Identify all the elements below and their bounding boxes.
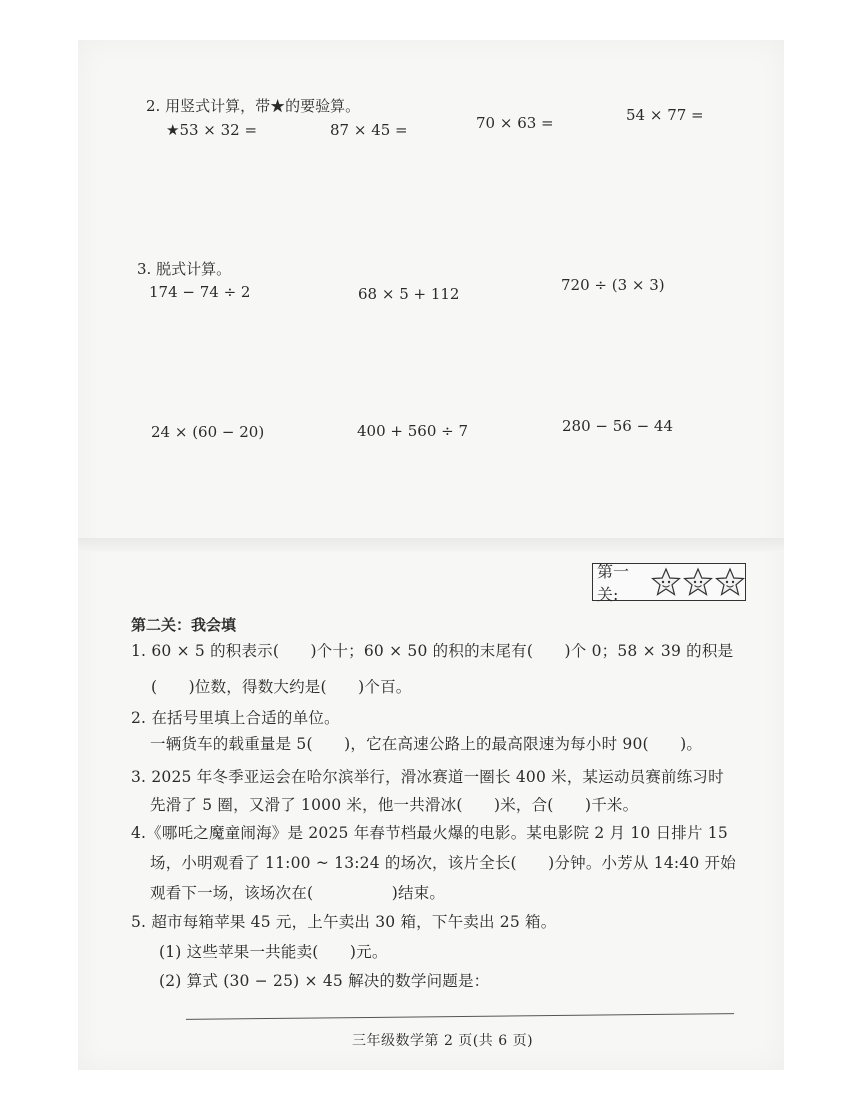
problem-1: ★53 × 32 = (166, 121, 258, 139)
star-icon[interactable] (651, 567, 681, 597)
star-icon[interactable] (715, 567, 745, 597)
problem-4: 54 × 77 = (626, 106, 704, 124)
q2-line1: 2. 在括号里填上合适的单位。 (131, 709, 340, 727)
problem-3: 70 × 63 = (476, 114, 554, 132)
calc-5: 400 + 560 ÷ 7 (357, 422, 469, 440)
part2-title: 第二关：我会填 (131, 616, 237, 634)
stage-badge (592, 562, 746, 604)
rating-stars (651, 567, 745, 597)
section3-title: 3. 脱式计算。 (137, 260, 232, 278)
calc-3: 720 ÷ (3 × 3) (561, 276, 665, 294)
calc-2: 68 × 5 + 112 (358, 285, 460, 303)
q4-line3: 观看下一场，该场次在( )结束。 (150, 884, 446, 902)
q2-line2: 一辆货车的载重量是 5( )，它在高速公路上的最高限速为每小时 90( )。 (150, 735, 703, 753)
calc-4: 24 × (60 − 20) (151, 423, 265, 441)
page-footer: 三年级数学第 2 页(共 6 页) (352, 1033, 534, 1049)
q3-line1: 3. 2025 年冬季亚运会在哈尔滨举行，滑冰赛道一圈长 400 米，某运动员赛前练习时 (131, 768, 724, 786)
q1-line2: ( )位数，得数大约是( )个百。 (151, 678, 412, 696)
section2-title: 2. 用竖式计算，带★的要验算。 (146, 97, 361, 115)
star-icon[interactable] (683, 567, 713, 597)
q4-line2: 场，小明观看了 11:00 ~ 13:24 的场次，该片全长( )分钟。小芳从 14:40 开始 (150, 854, 736, 872)
q1-line1: 1. 60 × 5 的积表示( )个十；60 × 50 的积的末尾有( )个 0；58 × 39 的积是 (131, 642, 734, 660)
problem-2: 87 × 45 = (330, 121, 408, 139)
q3-line2: 先滑了 5 圈，又滑了 1000 米，他一共滑冰( )米，合( )千米。 (150, 796, 639, 814)
calc-1: 174 − 74 ÷ 2 (149, 283, 251, 301)
page-fold (78, 538, 784, 552)
q5-sub2: (2) 算式 (30 − 25) × 45 解决的数学问题是： (159, 972, 490, 990)
q5-sub1: (1) 这些苹果一共能卖( )元。 (159, 943, 388, 961)
badge-label: 第一关: (597, 562, 630, 604)
q5-line1: 5. 超市每箱苹果 45 元，上午卖出 30 箱，下午卖出 25 箱。 (131, 913, 557, 931)
calc-6: 280 − 56 − 44 (562, 417, 674, 435)
q4-line1: 4.《哪吒之魔童闹海》是 2025 年春节档最火爆的电影。某电影院 2 月 10 日排片 15 (131, 824, 728, 842)
